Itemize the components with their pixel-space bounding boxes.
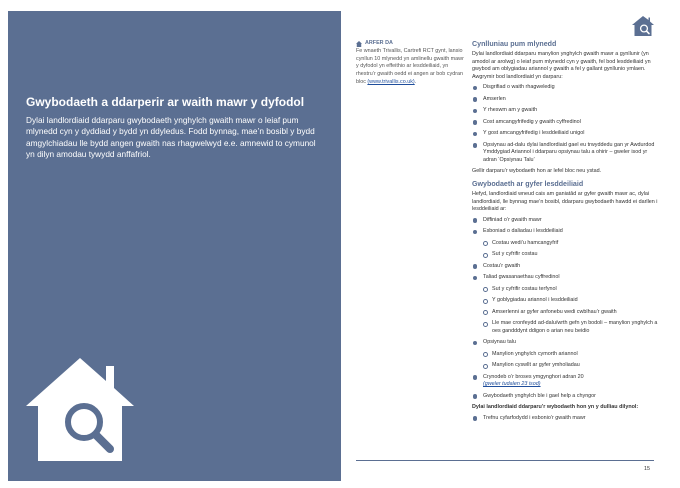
sub-list-item: Costau wedi’u hamcangyfrif: [483, 240, 658, 248]
section2-intro: Hefyd, landlordiaid wneud cais am ganiatâd ar gyfer gwaith mawr ac, dylai landlordiaid, lle bynnag mae’n bosibl, ddarparu gwybodaeth hawdd ei darllen i lesddeiliaid ar:: [472, 191, 658, 213]
sub-list-item: Sut y cyfrifir costau: [483, 251, 658, 259]
list-item: [472, 339, 658, 370]
note-title: ARFER DA: [365, 40, 393, 46]
list-item: Cost amcangyfrifedig y gwaith cyffredinol: [472, 119, 658, 127]
sub-list-item: Sut y cyfrifir costau terfynol: [483, 286, 658, 294]
section1-list: [472, 84, 658, 164]
list-item-text: Diffiniad o’r gwaith mawr: [483, 216, 542, 223]
trivallis-link[interactable]: (www.trivallis.co.uk): [367, 78, 415, 85]
page-reference-link[interactable]: (gweler tudalen 23 isod): [483, 381, 541, 388]
list-item-text: Gwybodaeth ynghylch ble i gael help a chyngor: [483, 392, 596, 399]
sub-list: [483, 351, 658, 370]
section2-list: [472, 217, 658, 401]
house-icon: [356, 41, 362, 47]
list-item-text: Opsiynau talu: [483, 339, 516, 346]
section1-intro: Dylai landlordiaid ddarparu manylion ynghylch gwaith mawr a gynllunir (yn amodol ar arolwg) o leiaf pum mlynedd cyn y gwaith, fel bod lesddeiliaid yn gwybod am oblygiadau ariannol y gwaith a fel y gallant gynllunio ymlaen. Awgrymir bod landlordiaid yn darparu:: [472, 51, 651, 80]
good-practice-note: [356, 40, 466, 87]
list-item: [472, 274, 658, 335]
note-text: Fe wnaeth Trivallis, Cartrefi RCT gynt, lansio cynllun 10 mlynedd yn amlinellu gwaith mawr y dyfodol yn effeithio ar lesddeiliaid, yn rhestru’r gwaith oedd ei angen ar bob cydran bloc: [356, 47, 464, 85]
left-heading: Gwybodaeth a ddarperir ar waith mawr y dyfodol: [26, 95, 305, 109]
sub-list-item: Manylion cyswllt ar gyfer ymholiadau: [483, 362, 658, 370]
section2-methods-list: [472, 415, 658, 423]
note-end: .: [414, 78, 417, 85]
list-item: [472, 263, 658, 271]
left-body-text: Dylai landlordiaid ddarparu gwybodaeth ynghylch gwaith mawr o leiaf pum mlynedd cyn y dyddiad y bydd yn ddyledus. Fodd bynnag, mae’n bosibl y bydd amgylchiadau lle bydd angen gwaith nas rhagwelwyd e.e. amnewid to cymunol yn dilyn amodau tywydd anffafriol.: [26, 115, 316, 160]
list-item: Disgrifiad o waith rhagweledig: [472, 84, 658, 92]
page-number: 15: [644, 466, 650, 472]
list-item: Y gost amcangyfrifedig i lesddeiliaid unigol: [472, 130, 658, 138]
list-item: Y rheswm am y gwaith: [472, 107, 658, 115]
sub-list: [483, 240, 658, 259]
sub-list-item: Amserlenni ar gyfer anfonebu wedi cwblhau’r gwaith: [483, 309, 658, 317]
section-heading-leaseholder-info: Gwybodaeth ar gyfer lesddeiliaid: [472, 180, 584, 189]
list-item: Trefnu cyfarfodydd i esbonio’r gwaith mawr: [472, 415, 658, 423]
section1-outro: Gellir darparu’r wybodaeth hon ar lefel bloc neu ystad.: [472, 168, 602, 175]
sub-list: [483, 286, 658, 336]
list-item: [472, 393, 658, 401]
list-item-text: Esboniad o daliadau i lesddeiliaid: [483, 228, 563, 235]
list-item: [472, 374, 658, 389]
sub-list-item: Y goblygiadau ariannol i lesddeiliaid: [483, 297, 658, 305]
sub-list-item: Lle mae cronfeydd ad-dalu/wrth gefn yn bodoli – manylion ynghylch a oes gandddynt ddigon o arian neu beidio: [483, 320, 658, 335]
note-body: [356, 48, 466, 87]
footer-divider: [356, 460, 654, 461]
main-column: [472, 40, 658, 426]
section-heading-five-year-plans: Cynlluniau pum mlynedd: [472, 40, 557, 48]
list-item-text: Taliad gwasanaethau cyffredinol: [483, 274, 560, 281]
list-item: [472, 228, 658, 259]
note-header: [356, 40, 466, 48]
section2-bold-line: Dylai landlordiaid ddarparu’r wybodaeth hon yn y dulliau dilynol:: [472, 404, 639, 411]
list-item: Opsiynau ad-dalu dylai landlordiaid gael eu trwyddedu gan yr Awdurdod Ymddygiad Ariannol i ddarparu opsiynau talu a ohirir – gweler isod yr adran ‘Opsiynau Talu’: [472, 142, 658, 165]
house-search-icon: [26, 358, 134, 461]
list-item: [472, 217, 658, 225]
list-item: Amserlen: [472, 96, 658, 104]
house-search-icon: [632, 16, 654, 36]
list-item-text: Costau’r gwaith: [483, 262, 521, 269]
sub-list-item: Manylion ynghylch cymorth ariannol: [483, 351, 658, 359]
list-item-text: Crynodeb o’r broses ymgynghori adran 20: [483, 373, 584, 380]
